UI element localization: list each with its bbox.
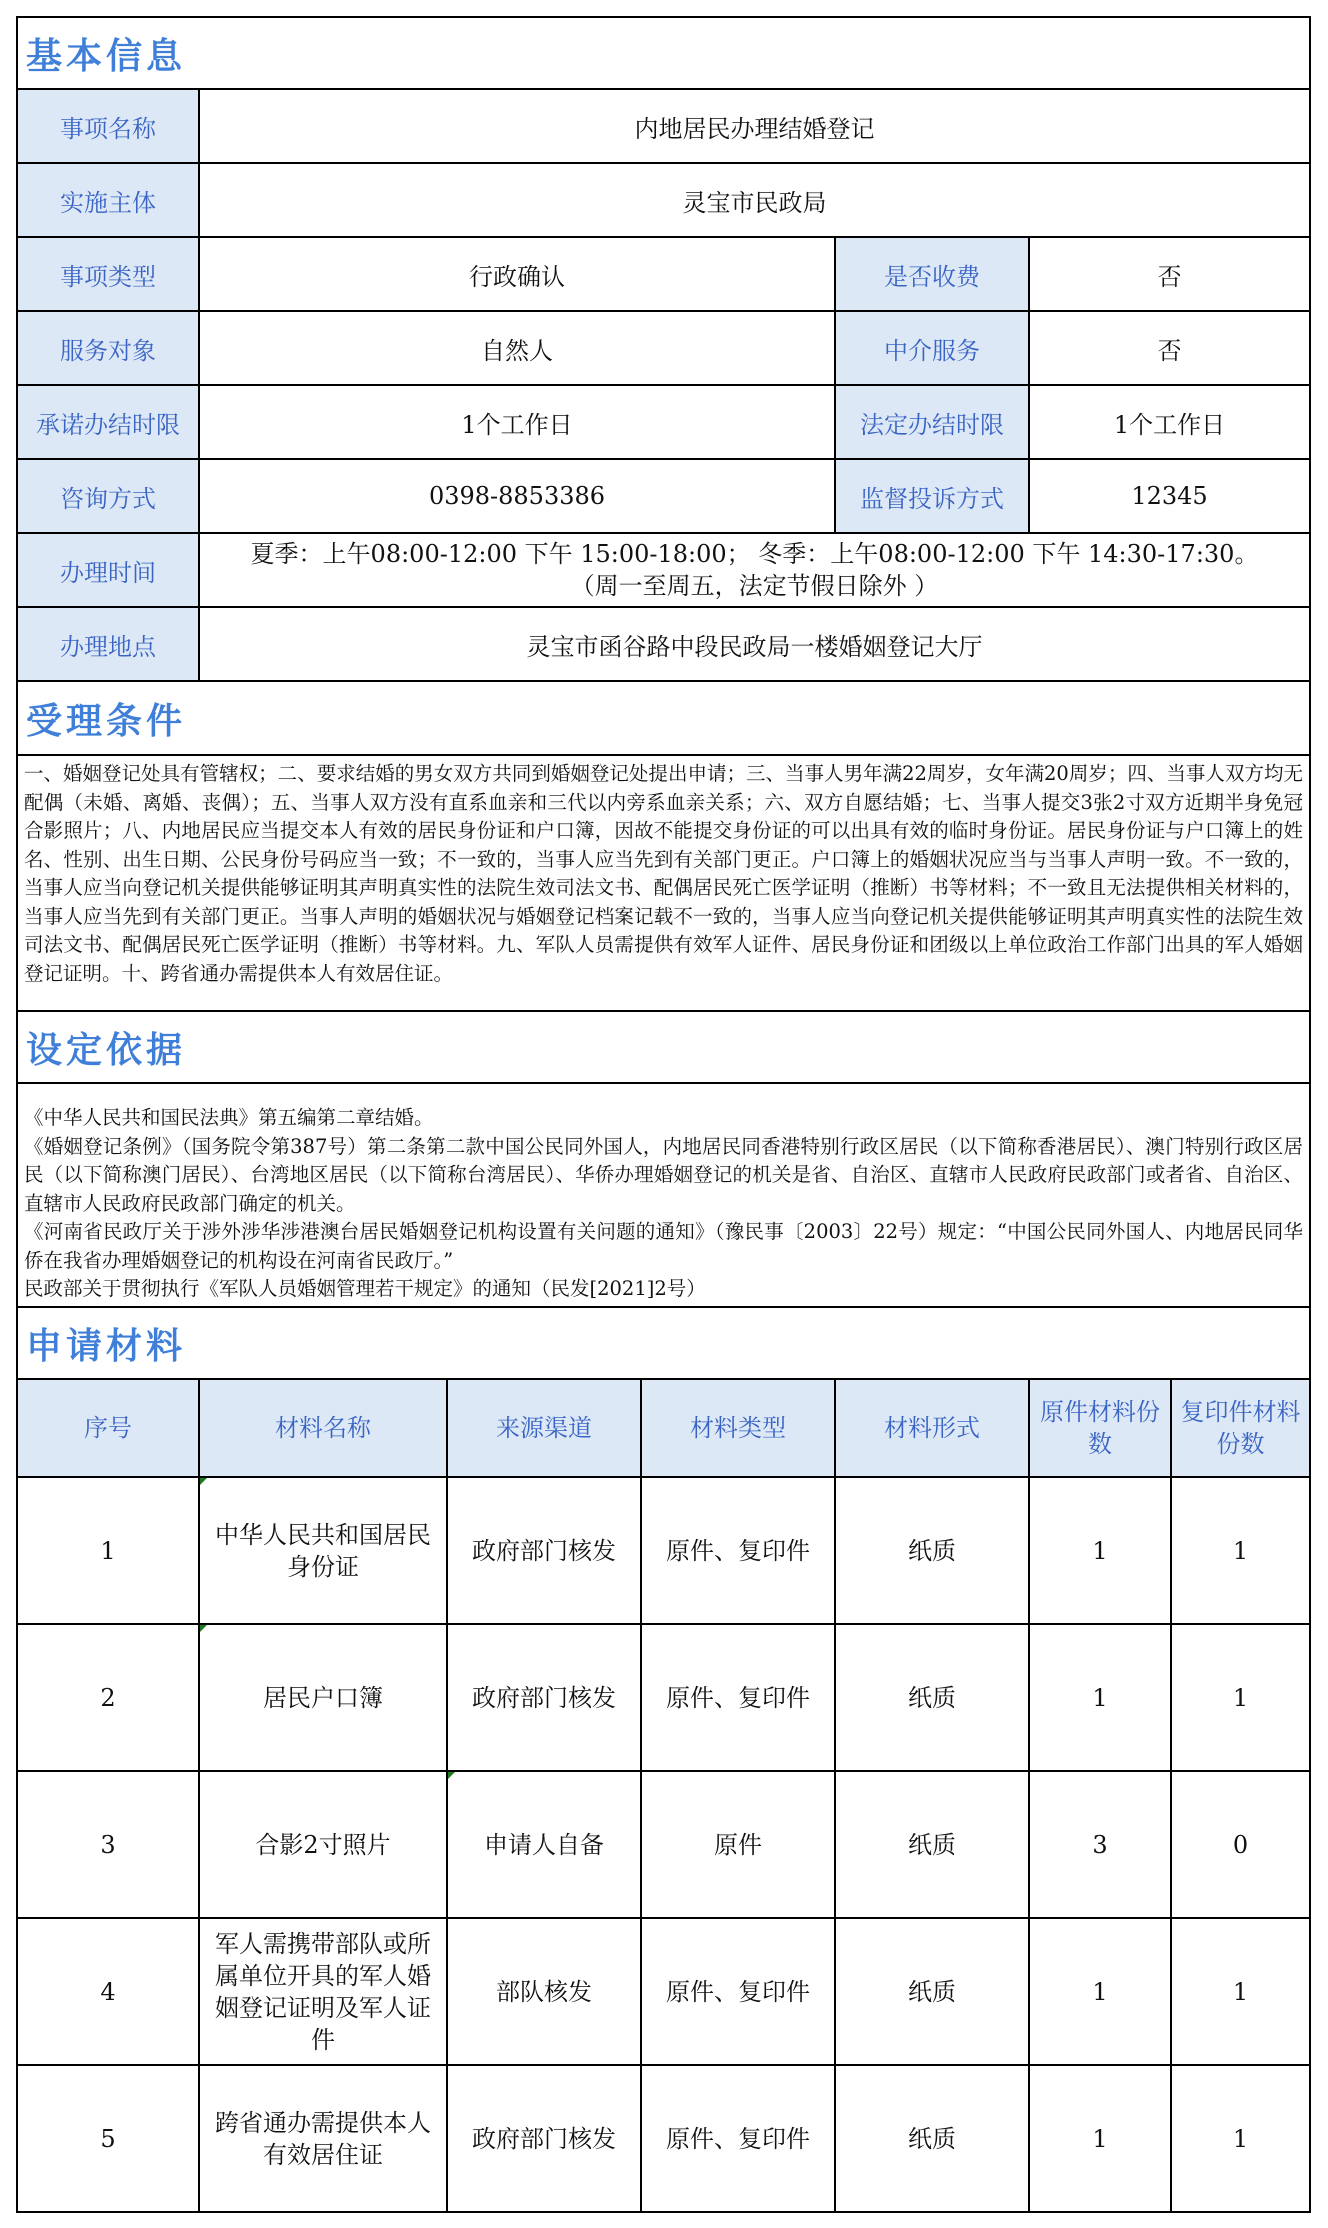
table-row (17, 1477, 1310, 1624)
type-label: 事项类型 (17, 237, 199, 311)
consult-label: 咨询方式 (17, 459, 199, 533)
service-guide-sheet (16, 16, 1311, 2213)
promise-limit-label: 承诺办结时限 (17, 385, 199, 459)
fee-value: 否 (1029, 237, 1310, 311)
cell-type: 原件、复印件 (641, 1918, 835, 2065)
cell-name-text: 中华人民共和国居民身份证 (215, 1520, 431, 1581)
location-value: 灵宝市函谷路中段民政局一楼婚姻登记大厅 (199, 607, 1310, 681)
cell-name: 合影2寸照片 (199, 1771, 447, 1918)
consult-value: 0398-8853386 (199, 459, 835, 533)
info-row-subject (17, 163, 1310, 237)
cell-form: 纸质 (835, 1918, 1029, 2065)
col-header-copy-count: 复印件材料份数 (1171, 1379, 1310, 1477)
hours-label: 办理时间 (17, 533, 199, 607)
cell-no: 5 (17, 2065, 199, 2212)
hours-value (199, 533, 1310, 607)
subject-label: 实施主体 (17, 163, 199, 237)
basis-line: 《河南省民政厅关于涉外涉华涉港澳台居民婚姻登记机构设置有关问题的通知》（豫民事〔2003〕22号）规定：“中国公民同外国人、内地居民同华侨在我省办理婚姻登记的机构设在河南省民政厅。” (24, 1220, 1303, 1272)
promise-limit-value: 1个工作日 (199, 385, 835, 459)
cell-form: 纸质 (835, 1477, 1029, 1624)
table-row (17, 1918, 1310, 2065)
cell-source: 政府部门核发 (447, 1624, 641, 1771)
legal-limit-value: 1个工作日 (1029, 385, 1310, 459)
basic-info-table (16, 88, 1311, 682)
section-title-basic-info: 基本信息 (16, 16, 1311, 88)
cell-copy-count: 1 (1171, 2065, 1310, 2212)
legal-limit-label: 法定办结时限 (835, 385, 1029, 459)
comment-marker-icon (200, 1625, 207, 1632)
cell-type: 原件 (641, 1771, 835, 1918)
cell-form: 纸质 (835, 2065, 1029, 2212)
cell-name: 军人需携带部队或所属单位开具的军人婚姻登记证明及军人证件 (199, 1918, 447, 2065)
cell-no: 2 (17, 1624, 199, 1771)
col-header-no: 序号 (17, 1379, 199, 1477)
cell-name (199, 1624, 447, 1771)
cell-name-text: 居民户口簿 (263, 1683, 383, 1712)
cell-form: 纸质 (835, 1624, 1029, 1771)
cell-original-count: 1 (1029, 1477, 1171, 1624)
col-header-original-count: 原件材料份数 (1029, 1379, 1171, 1477)
target-label: 服务对象 (17, 311, 199, 385)
type-value: 行政确认 (199, 237, 835, 311)
table-row (17, 1771, 1310, 1918)
cell-source: 部队核发 (447, 1918, 641, 2065)
comment-marker-icon (448, 1772, 455, 1779)
basis-line: 民政部关于贯彻执行《军队人员婚姻管理若干规定》的通知（民发[2021]2号） (24, 1277, 706, 1300)
cell-no: 1 (17, 1477, 199, 1624)
complaint-label: 监督投诉方式 (835, 459, 1029, 533)
col-header-type: 材料类型 (641, 1379, 835, 1477)
hours-line-1: 夏季：上午08:00-12:00 下午 15:00-18:00； 冬季：上午08:00-12:00 下午 14:30-17:30。 (250, 540, 1259, 568)
section-title-basis: 设定依据 (16, 1010, 1311, 1082)
info-row-contact (17, 459, 1310, 533)
cell-copy-count: 1 (1171, 1477, 1310, 1624)
table-row (17, 1624, 1310, 1771)
target-value: 自然人 (199, 311, 835, 385)
cell-no: 4 (17, 1918, 199, 2065)
col-header-form: 材料形式 (835, 1379, 1029, 1477)
cell-type: 原件、复印件 (641, 1477, 835, 1624)
col-header-name: 材料名称 (199, 1379, 447, 1477)
item-name-value: 内地居民办理结婚登记 (199, 89, 1310, 163)
cell-name (199, 1477, 447, 1624)
info-row-hours (17, 533, 1310, 607)
conditions-text: 一、婚姻登记处具有管辖权；二、要求结婚的男女双方共同到婚姻登记处提出申请；三、当事人男年满22周岁，女年满20周岁；四、当事人双方均无配偶（未婚、离婚、丧偶）；五、当事人双方没有直系血亲和三代以内旁系血亲关系；六、双方自愿结婚；七、当事人提交3张2寸双方近期半身免冠合影照片；八、内地居民应当提交本人有效的居民身份证和户口簿，因故不能提交身份证的可以出具有效的临时身份证。居民身份证与户口簿上的姓名、性别、出生日期、公民身份号码应当一致；不一致的，当事人应当先到有关部门更正。户口簿上的婚姻状况应当与当事人声明一致。不一致的，当事人应当向登记机关提供能够证明其声明真实性的法院生效司法文书、配偶居民死亡医学证明（推断）书等材料；不一致且无法提供相关材料的，当事人应当先到有关部门更正。当事人声明的婚姻状况与婚姻登记档案记载不一致的，当事人应当向登记机关提供能够证明其声明真实性的法院生效司法文书、配偶居民死亡医学证明（推断）书等材料。九、军队人员需提供有效军人证件、居民身份证和团级以上单位政治工作部门出具的军人婚姻登记证明。十、跨省通办需提供本人有效居住证。 (16, 754, 1311, 1010)
cell-copy-count: 0 (1171, 1771, 1310, 1918)
cell-original-count: 1 (1029, 1624, 1171, 1771)
cell-original-count: 3 (1029, 1771, 1171, 1918)
basis-line: 《婚姻登记条例》（国务院令第387号）第二条第二款中国公民同外国人，内地居民同香港特别行政区居民（以下简称香港居民）、澳门特别行政区居民（以下简称澳门居民）、台湾地区居民（以下简称台湾居民）、华侨办理婚姻登记的机关是省、自治区、直辖市人民政府民政部门或者省、自治区、直辖市人民政府民政部门确定的机关。 (24, 1134, 1303, 1215)
complaint-value: 12345 (1029, 459, 1310, 533)
cell-copy-count: 1 (1171, 1624, 1310, 1771)
cell-type: 原件、复印件 (641, 1624, 835, 1771)
subject-value: 灵宝市民政局 (199, 163, 1310, 237)
basis-line: 《中华人民共和国民法典》第五编第二章结婚。 (24, 1106, 434, 1129)
cell-name: 跨省通办需提供本人有效居住证 (199, 2065, 447, 2212)
cell-original-count: 1 (1029, 1918, 1171, 2065)
cell-source: 政府部门核发 (447, 2065, 641, 2212)
basis-text (16, 1082, 1311, 1306)
agency-label: 中介服务 (835, 311, 1029, 385)
cell-type: 原件、复印件 (641, 2065, 835, 2212)
location-label: 办理地点 (17, 607, 199, 681)
materials-header-row (17, 1379, 1310, 1477)
cell-source (447, 1771, 641, 1918)
info-row-item-name (17, 89, 1310, 163)
cell-source-text: 申请人自备 (484, 1830, 604, 1859)
table-row (17, 2065, 1310, 2212)
cell-source: 政府部门核发 (447, 1477, 641, 1624)
materials-table (16, 1378, 1311, 2213)
section-title-conditions: 受理条件 (16, 682, 1311, 754)
fee-label: 是否收费 (835, 237, 1029, 311)
info-row-type (17, 237, 1310, 311)
info-row-location (17, 607, 1310, 681)
cell-copy-count: 1 (1171, 1918, 1310, 2065)
section-title-materials: 申请材料 (16, 1306, 1311, 1378)
item-name-label: 事项名称 (17, 89, 199, 163)
hours-line-2: （周一至周五，法定节假日除外 ） (570, 572, 939, 600)
agency-value: 否 (1029, 311, 1310, 385)
cell-form: 纸质 (835, 1771, 1029, 1918)
comment-marker-icon (200, 1478, 207, 1485)
cell-no: 3 (17, 1771, 199, 1918)
col-header-source: 来源渠道 (447, 1379, 641, 1477)
cell-original-count: 1 (1029, 2065, 1171, 2212)
info-row-target (17, 311, 1310, 385)
info-row-time-limit (17, 385, 1310, 459)
